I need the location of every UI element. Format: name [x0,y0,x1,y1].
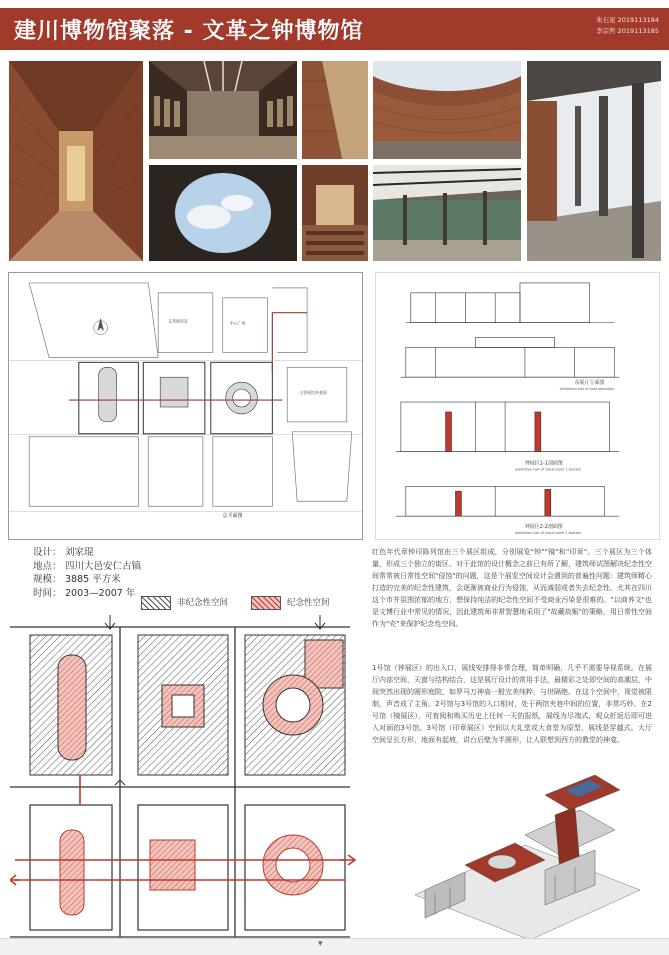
axonometric-drawing [405,775,655,943]
legend [33,592,363,614]
site-plan-title: 总平面图 [222,513,243,520]
author-id: 2019113185 [617,27,659,35]
photo-skylight-hall [149,61,297,159]
sections-drawing [375,272,660,540]
info-row [33,573,141,587]
site-plan-label: 中心广场 [229,320,246,326]
info-value: 刘家琨 [65,547,94,558]
space-analysis-sketch [10,615,365,942]
photo-curved-courtyard [373,61,521,159]
site-plan-drawing [8,272,363,540]
info-row [33,546,141,560]
legend-label: 非纪念性空间 [177,598,229,608]
info-value: 2003—2007 年 [65,587,136,599]
description-paragraph: 红色年代章钟印陈列馆由三个展区组成，分别展览"钟""镜"和"印章"。三个展区为三个体量，形成三个独立的街区。对于此馆的设计概念之前已有所了解，建筑师试图解决纪念性空间常常被日常性空间"侵蚀"的问题，这是个展览空间设计会遇到的普遍性问题：建筑师精心打造的完美的纪念性建筑，会逐渐被商业行为侵蚀，从而减弱或者失去纪念性。尤其在四川这个市井氛围浓郁的地方，想保持纯洁的纪念性空间不受商业污染是很难的。"以商养文"也是文博行业中常见的情况，因此建筑师非常智慧地采用了"故藏故赈"的策略，用日常性空间作为"壳"来保护纪念性空间。 [372,548,652,628]
info-key: 规模： [33,574,62,585]
chevron-down-icon[interactable]: ▾ [318,939,323,949]
photo-oculus-sky [149,165,297,261]
photo-brick-corridor [9,61,143,261]
photo-gallery-interior [373,165,521,261]
header-banner [0,8,669,50]
info-row [33,560,141,574]
description-paragraph: 1号馆（钟展区）的出入口，展线安排得非常合理，简单明确，几乎不需要导视系统。在展厅内部空间，天窗与结构结合，这是展厅设计的常用手法，最精彩之处即空间的高潮层，中间突然出现的圆形庭院，如罗马万神庙一般完美纯粹，与世隔绝。在这个空间中，视觉被限制，声音成了主角。2号馆与3号馆的入口相对，处于两馆夹巷中间的位置，非常巧妙。在2号馆（镜展区），可查阅和购买历史上任何一天的报纸，展线为尽端式，观众折返后即可进入对面的3号馆。3号馆（印章展区）空间以大礼堂或大食堂为原型，展线是穿越式。大厅空间呈长方形，地面有起坡，讲台后壁为半圆形，让人联想到西方的教堂的神龛。 [372,664,652,744]
author-id: 2019113184 [617,16,659,24]
photo-colonnade [527,61,661,261]
section-label: 钟展区1-1剖面图 [524,460,563,467]
photo-hall-pews [302,165,368,261]
author-name: 朱石星 [596,16,616,24]
author-list [539,15,659,37]
section-label: 东展厅立面图 [574,380,605,387]
legend-swatch-memorial [251,596,281,610]
section-label: 钟展区2-2剖面图 [524,524,563,531]
site-plan-label: 主要展馆外观面 [299,390,327,396]
info-key: 设计： [33,547,62,558]
info-value: 四川大邑安仁古镇 [65,560,142,572]
page-title: 建川博物馆聚落 - 文革之钟博物馆 [14,19,364,44]
info-value: 3885 平方米 [65,574,121,585]
section-label-en: exhibition hall of east elevation [559,387,615,392]
photo-brick-wall-light [302,61,368,159]
site-plan-label: 文革展馆室 [168,318,188,324]
info-key: 地点： [33,560,62,572]
section-label-en: exhibition hall of clock-room 1 section [515,467,582,472]
author-line [539,26,659,37]
legend-swatch-non-memorial [141,596,171,610]
viewer-bottom-bar [0,938,669,955]
author-line [539,15,659,26]
info-key: 时间： [33,587,62,599]
section-label-en: exhibition hall of clock-room 2 section [515,531,582,536]
legend-label: 纪念性空间 [287,598,330,608]
author-name: 李宗哲 [596,27,616,35]
